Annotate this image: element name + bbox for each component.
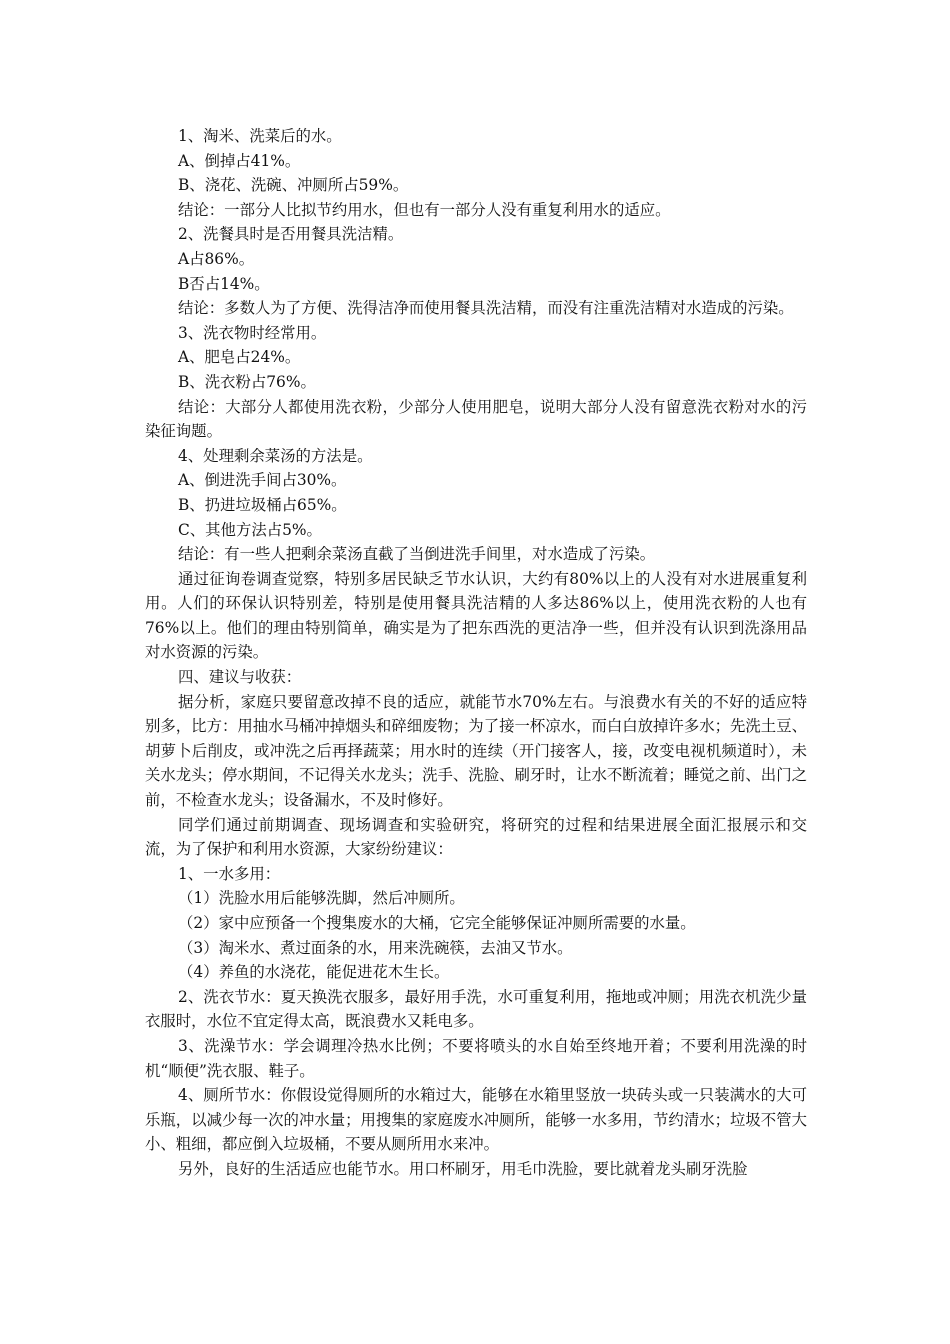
paragraph: 3、洗澡节水：学会调理冷热水比例；不要将喷头的水自始至终地开着；不要利用洗澡的时机“顺便”洗衣服、鞋子。 [145,1036,807,1080]
paragraph: C、其他方法占5%。 [178,520,322,539]
paragraph: 同学们通过前期调查、现场调查和实验研究，将研究的过程和结果进展全面汇报展示和交流，为了保护和利用水资源，大家纷纷建议： [145,815,807,859]
paragraph: （2）家中应预备一个搜集废水的大桶，它完全能够保证冲厕所需要的水量。 [178,914,696,932]
paragraph: 4、处理剩余菜汤的方法是。 [178,446,373,465]
paragraph: 结论：有一些人把剩余菜汤直截了当倒进洗手间里，对水造成了污染。 [178,545,656,564]
paragraph: 3、洗衣物时经常用。 [178,323,327,342]
paragraph: 1、一水多用： [178,864,281,883]
paragraph: A、倒进洗手间占30%。 [178,471,347,490]
paragraph: B、扔进垃圾桶占65%。 [178,495,347,514]
paragraph: （4）养鱼的水浇花，能促进花木生长。 [178,963,450,982]
paragraph: 通过征询卷调查觉察，特别多居民缺乏节水认识，大约有80%以上的人没有对水进展重复利用。人们的环保认识特别差，特别是使用餐具洗洁精的人多达86%以上，使用洗衣粉的人也有76%以上。他们的理由特别简单，确实是为了把东西洗的更洁净一些，但并没有认识到洗涤用品对水资源的污染。 [145,569,807,662]
paragraph: 结论：大部分人都使用洗衣粉，少部分人使用肥皂，说明大部分人没有留意洗衣粉对水的污染征询题。 [145,397,807,441]
paragraph: B、浇花、洗碗、冲厕所占59%。 [178,176,409,195]
paragraph: （1）洗脸水用后能够洗脚，然后冲厕所。 [178,889,465,908]
paragraph: A、肥皂占24%。 [178,348,301,367]
paragraph: B、洗衣粉占76%。 [178,372,316,391]
paragraph: A占86%。 [178,249,255,268]
paragraph: 2、洗餐具时是否用餐具洗洁精。 [178,225,404,244]
paragraph: 结论：多数人为了方便、洗得洁净而使用餐具洗洁精，而没有注重洗洁精对水造成的污染。 [178,299,794,318]
paragraph: 据分析，家庭只要留意改掉不良的适应，就能节水70%左右。与浪费水有关的不好的适应特别多，比方：用抽水马桶冲掉烟头和碎细废物；为了接一杯凉水，而白白放掉许多水；先洗土豆、胡萝卜后削皮，或冲洗之后再择蔬菜；用水时的连续（开门接客人，接，改变电视机频道时），未关水龙头；停水期间，不记得关水龙头；洗手、洗脸、刷牙时，让水不断流着；睡觉之前、出门之前，不检查水龙头；设备漏水，不及时修好。 [145,692,807,810]
paragraph: 结论：一部分人比拟节约用水，但也有一部分人没有重复利用水的适应。 [178,200,671,219]
section-heading: 四、建议与收获： [178,668,302,687]
paragraph: 4、厕所节水：你假设觉得厕所的水箱过大，能够在水箱里竖放一块砖头或一只装满水的大可乐瓶，以减少每一次的冲水量；用搜集的家庭废水冲厕所，能够一水多用，节约清水；垃圾不管大小、粗细，都应倒入垃圾桶，不要从厕所用水来冲。 [145,1086,807,1154]
document-page [145,124,807,1182]
paragraph: 1、淘米、洗菜后的水。 [178,127,342,145]
paragraph: B否占14%。 [178,274,270,293]
paragraph: 2、洗衣节水：夏天换洗衣服多，最好用手洗，水可重复利用，拖地或冲厕；用洗衣机洗少量衣服时，水位不宜定得太高，既浪费水又耗电多。 [145,987,807,1031]
paragraph: A、倒掉占41%。 [178,151,301,170]
paragraph: 另外，良好的生活适应也能节水。用口杯刷牙，用毛巾洗脸，要比就着龙头刷牙洗脸 [178,1159,748,1178]
paragraph: （3）淘米水、煮过面条的水，用来洗碗筷，去油又节水。 [178,938,573,957]
